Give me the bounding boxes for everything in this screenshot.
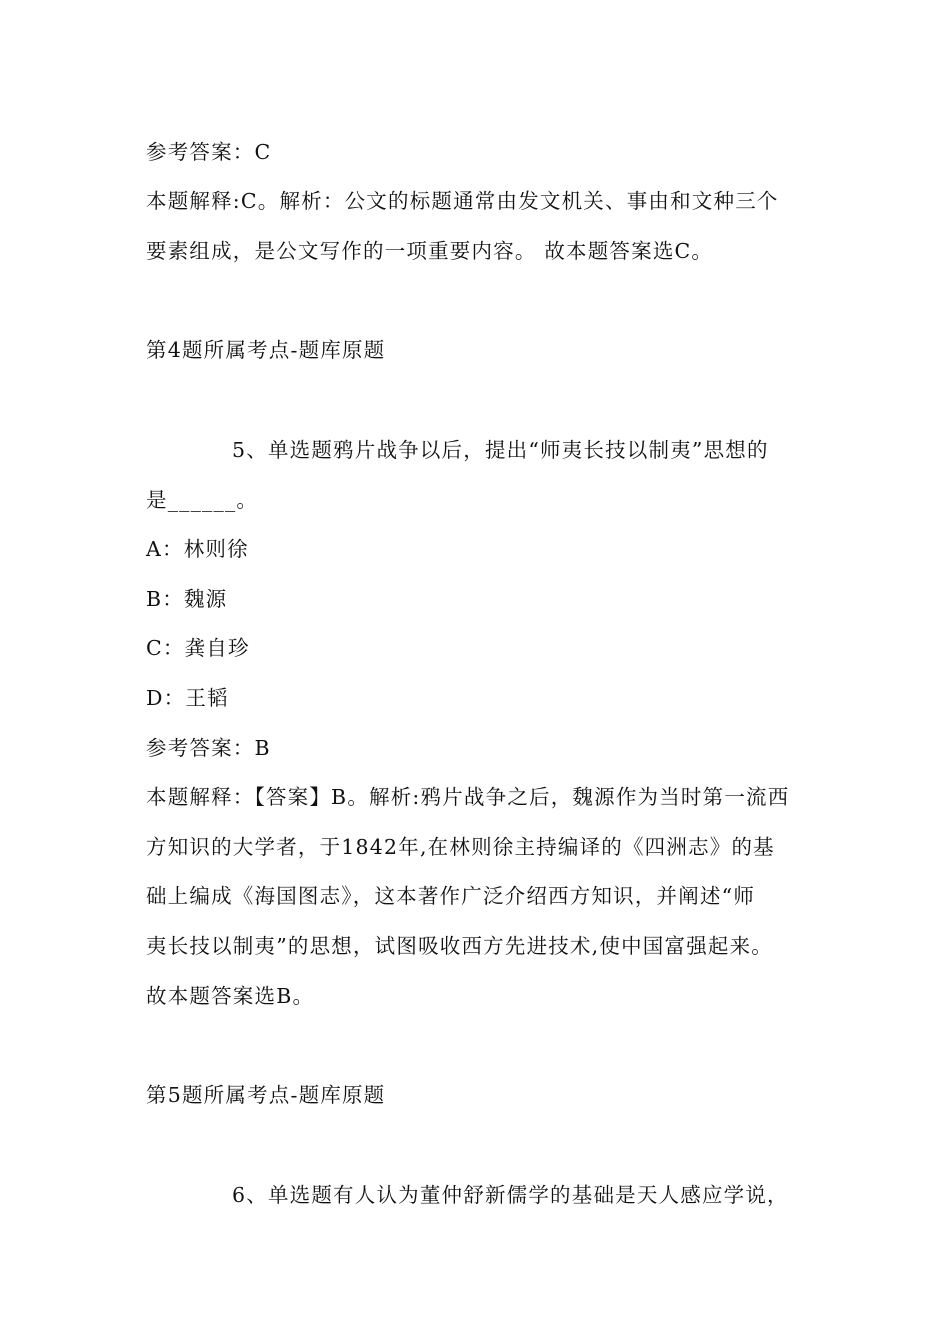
q4-explanation-line-2: 要素组成，是公文写作的一项重要内容。 故本题答案选C。 — [146, 239, 714, 263]
q4-answer: 参考答案：C — [146, 140, 272, 164]
q5-explanation-line-4: 夷长技以制夷”的思想，试图吸收西方先进技术,使中国富强起来。 — [146, 934, 773, 958]
q4-knowledge-point: 第4题所属考点-题库原题 — [146, 338, 386, 362]
q5-explanation-line-5: 故本题答案选B。 — [146, 984, 315, 1008]
q5-option-a: A：林则徐 — [146, 537, 249, 561]
q5-option-c: C：龚自珍 — [146, 636, 250, 660]
q4-explanation-line-1: 本题解释:C。解析：公文的标题通常由发文机关、事由和文种三个 — [146, 189, 779, 213]
q5-explanation-line-2: 方知识的大学者，于1842年,在林则徐主持编译的《四洲志》的基 — [146, 835, 775, 859]
q5-answer: 参考答案：B — [146, 736, 271, 760]
q5-knowledge-point: 第5题所属考点-题库原题 — [146, 1083, 386, 1107]
q5-explanation-line-3: 础上编成《海国图志》，这本著作广泛介绍西方知识，并阐述“师 — [146, 884, 756, 908]
q6-stem-line-1: 6、单选题有人认为董仲舒新儒学的基础是天人感应学说， — [232, 1183, 789, 1207]
q5-stem-line-2: 是______。 — [146, 488, 259, 512]
q5-explanation-line-1: 本题解释：【答案】B。解析:鸦片战争之后，魏源作为当时第一流西 — [146, 785, 790, 809]
q5-option-b: B：魏源 — [146, 587, 228, 611]
q5-option-d: D：王韬 — [146, 686, 229, 710]
q5-stem-line-1: 5、单选题鸦片战争以后，提出“师夷长技以制夷”思想的 — [232, 438, 769, 462]
